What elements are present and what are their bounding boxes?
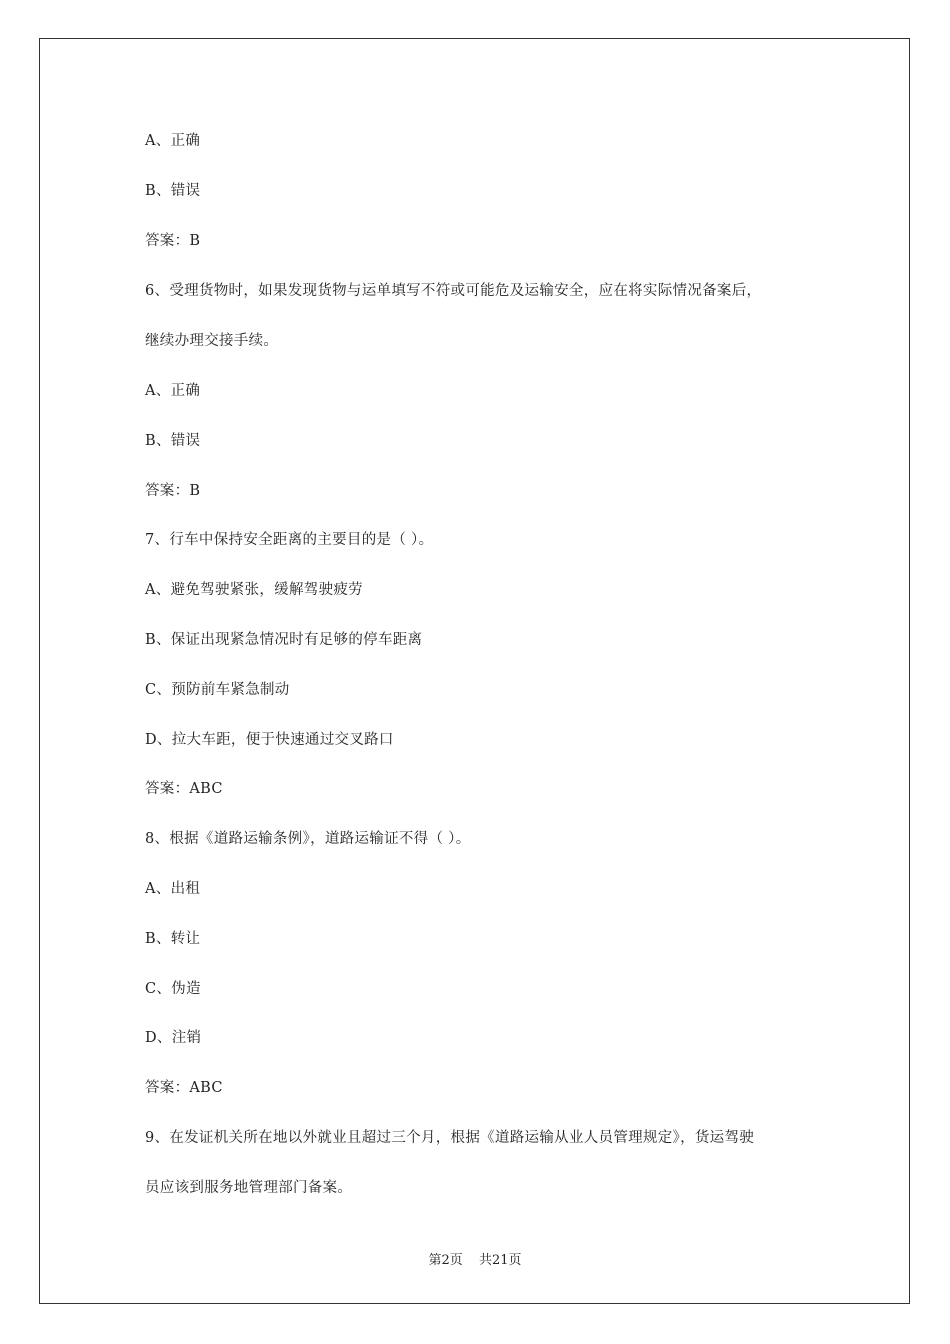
question-8: 8、根据《道路运输条例》，道路运输证不得（ ）。 xyxy=(145,831,471,847)
question-6-line-2: 继续办理交接手续。 xyxy=(145,333,279,349)
page-number: 第2页 xyxy=(428,1253,463,1268)
question-6-line-1: 6、受理货物时，如果发现货物与运单填写不符或可能危及运输安全，应在将实际情况备案后， xyxy=(145,283,762,299)
answer-q6: 答案：B xyxy=(145,483,201,499)
question-9-line-1: 9、在发证机关所在地以外就业且超过三个月，根据《道路运输从业人员管理规定》，货运驾驶 xyxy=(145,1130,755,1146)
option-c-q8: C、伪造 xyxy=(145,981,201,997)
total-pages: 共21页 xyxy=(478,1253,522,1268)
option-d-q7: D、拉大车距，便于快速通过交叉路口 xyxy=(145,732,394,748)
answer-q8: 答案：ABC xyxy=(145,1080,223,1096)
question-7: 7、行车中保持安全距离的主要目的是（ ）。 xyxy=(145,532,434,548)
question-9-line-2: 员应该到服务地管理部门备案。 xyxy=(145,1180,353,1196)
answer-q7: 答案：ABC xyxy=(145,781,223,797)
option-b-q8: B、转让 xyxy=(145,931,201,947)
option-a-q5: A、正确 xyxy=(145,133,201,149)
option-a-q7: A、避免驾驶紧张，缓解驾驶疲劳 xyxy=(145,582,363,598)
option-c-q7: C、预防前车紧急制动 xyxy=(145,682,290,698)
option-a-q8: A、出租 xyxy=(145,881,201,897)
option-b-q7: B、保证出现紧急情况时有足够的停车距离 xyxy=(145,632,423,648)
option-b-q5: B、错误 xyxy=(145,183,201,199)
option-d-q8: D、注销 xyxy=(145,1030,202,1046)
option-a-q6: A、正确 xyxy=(145,383,201,399)
answer-q5: 答案：B xyxy=(145,233,201,249)
page-border xyxy=(39,38,910,1304)
option-b-q6: B、错误 xyxy=(145,433,201,449)
page-footer xyxy=(0,1249,950,1268)
